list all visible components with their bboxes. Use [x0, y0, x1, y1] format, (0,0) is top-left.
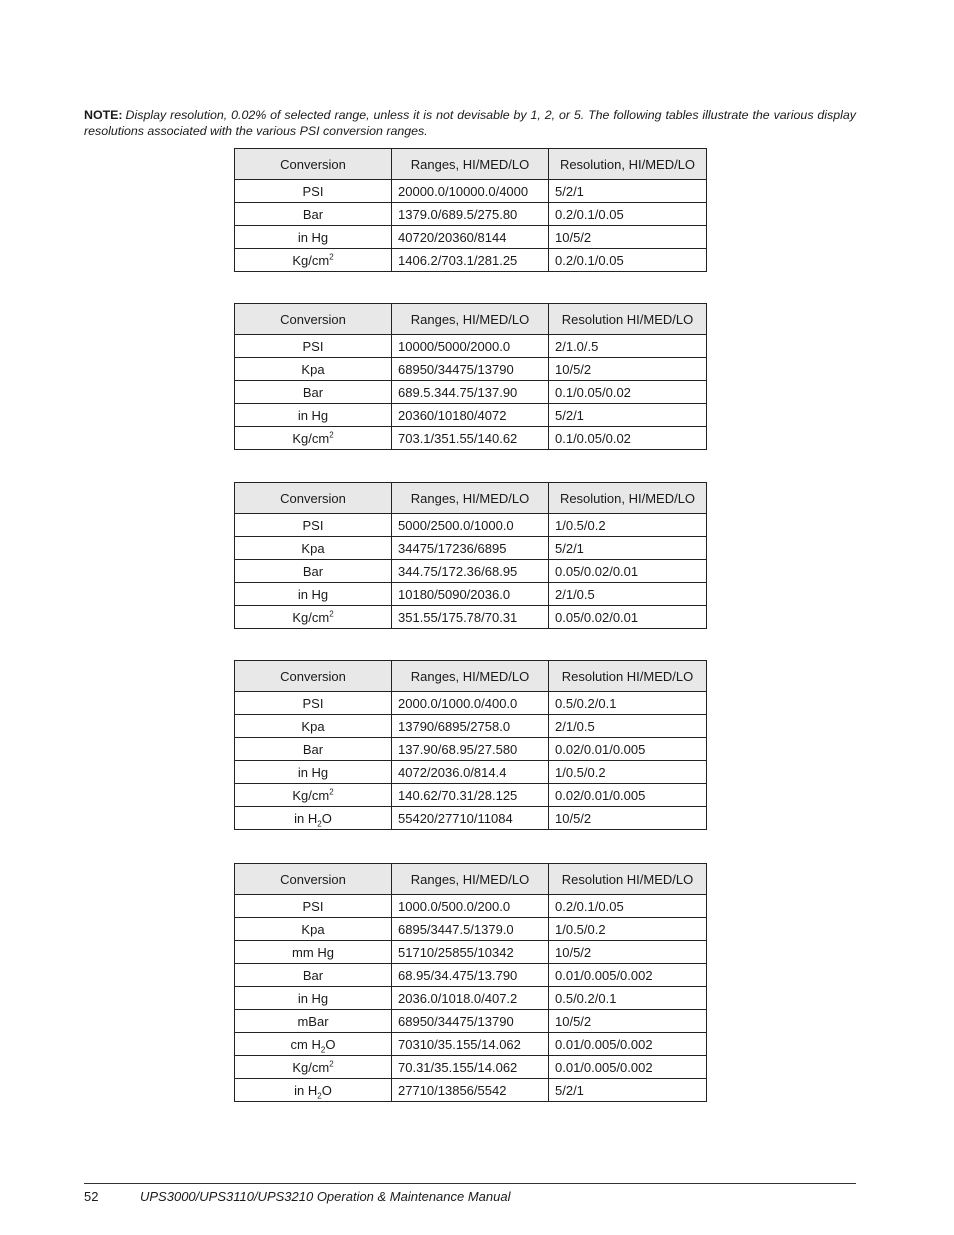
range-cell: 2036.0/1018.0/407.2	[392, 987, 549, 1010]
table-row	[235, 203, 707, 226]
range-cell: 13790/6895/2758.0	[392, 715, 549, 738]
unit-cell: PSI	[235, 335, 392, 358]
resolution-cell: 1/0.5/0.2	[549, 761, 707, 784]
column-header: Resolution, HI/MED/LO	[549, 149, 707, 180]
range-cell: 5000/2500.0/1000.0	[392, 514, 549, 537]
table-row	[235, 1056, 707, 1079]
unit-cell: $Kg/cm^2$	[235, 784, 392, 807]
range-cell: 68950/34475/13790	[392, 1010, 549, 1033]
unit-cell: $Kg/cm^2$	[235, 1056, 392, 1079]
column-header: Conversion	[235, 483, 392, 514]
unit-cell: in Hg	[235, 583, 392, 606]
column-header: Resolution HI/MED/LO	[549, 304, 707, 335]
table-row	[235, 738, 707, 761]
range-cell: 1000.0/500.0/200.0	[392, 895, 549, 918]
table-row	[235, 381, 707, 404]
unit-cell: PSI	[235, 180, 392, 203]
unit-cell: $Kg/cm^2$	[235, 249, 392, 272]
range-cell: 20360/10180/4072	[392, 404, 549, 427]
range-cell: 34475/17236/6895	[392, 537, 549, 560]
unit-cell: Bar	[235, 738, 392, 761]
resolution-cell: 2/1/0.5	[549, 715, 707, 738]
range-cell: 10000/5000/2000.0	[392, 335, 549, 358]
unit-cell: in $H_2O$	[235, 807, 392, 830]
unit-cell: Bar	[235, 560, 392, 583]
column-header: Resolution HI/MED/LO	[549, 661, 707, 692]
unit-cell: Kpa	[235, 358, 392, 381]
table-row	[235, 249, 707, 272]
resolution-cell: 0.01/0.005/0.002	[549, 1033, 707, 1056]
table-header-row	[235, 304, 707, 335]
resolution-cell: 5/2/1	[549, 180, 707, 203]
resolution-cell: 2/1.0/.5	[549, 335, 707, 358]
range-cell: 68.95/34.475/13.790	[392, 964, 549, 987]
table-row	[235, 180, 707, 203]
range-cell: 27710/13856/5542	[392, 1079, 549, 1102]
resolution-cell: 0.01/0.005/0.002	[549, 964, 707, 987]
conversion-table	[234, 660, 707, 830]
table-row	[235, 1010, 707, 1033]
resolution-cell: 10/5/2	[549, 1010, 707, 1033]
range-cell: 140.62/70.31/28.125	[392, 784, 549, 807]
range-cell: 68950/34475/13790	[392, 358, 549, 381]
table-row	[235, 1079, 707, 1102]
range-cell: 20000.0/10000.0/4000	[392, 180, 549, 203]
resolution-cell: 0.02/0.01/0.005	[549, 784, 707, 807]
unit-cell: in Hg	[235, 987, 392, 1010]
resolution-cell: 5/2/1	[549, 1079, 707, 1102]
table-row	[235, 964, 707, 987]
table-row	[235, 918, 707, 941]
column-header: Conversion	[235, 661, 392, 692]
note-label: NOTE:	[84, 108, 123, 122]
unit-cell: cm $H_2O$	[235, 1033, 392, 1056]
range-cell: 51710/25855/10342	[392, 941, 549, 964]
resolution-cell: 10/5/2	[549, 941, 707, 964]
column-header: Ranges, HI/MED/LO	[392, 661, 549, 692]
unit-cell: $Kg/cm^2$	[235, 606, 392, 629]
range-cell: 70.31/35.155/14.062	[392, 1056, 549, 1079]
resolution-cell: 0.5/0.2/0.1	[549, 692, 707, 715]
conversion-table	[234, 482, 707, 629]
table-header-row	[235, 149, 707, 180]
unit-cell: Bar	[235, 964, 392, 987]
table-row	[235, 606, 707, 629]
table-row	[235, 895, 707, 918]
table-row	[235, 335, 707, 358]
table-row	[235, 784, 707, 807]
range-cell: 1379.0/689.5/275.80	[392, 203, 549, 226]
table-row	[235, 1033, 707, 1056]
table-row	[235, 404, 707, 427]
column-header: Conversion	[235, 149, 392, 180]
table-row	[235, 427, 707, 450]
table-row	[235, 358, 707, 381]
table-row	[235, 941, 707, 964]
resolution-cell: 1/0.5/0.2	[549, 918, 707, 941]
table-header-row	[235, 864, 707, 895]
unit-cell: $Kg/cm^2$	[235, 427, 392, 450]
unit-cell: in $H_2O$	[235, 1079, 392, 1102]
resolution-cell: 0.1/0.05/0.02	[549, 427, 707, 450]
resolution-cell: 0.02/0.01/0.005	[549, 738, 707, 761]
resolution-cell: 2/1/0.5	[549, 583, 707, 606]
unit-cell: Kpa	[235, 918, 392, 941]
resolution-cell: 10/5/2	[549, 807, 707, 830]
resolution-cell: 1/0.5/0.2	[549, 514, 707, 537]
resolution-cell: 10/5/2	[549, 226, 707, 249]
resolution-cell: 0.05/0.02/0.01	[549, 560, 707, 583]
table-row	[235, 715, 707, 738]
range-cell: 689.5.344.75/137.90	[392, 381, 549, 404]
column-header: Ranges, HI/MED/LO	[392, 483, 549, 514]
resolution-cell: 5/2/1	[549, 537, 707, 560]
unit-cell: PSI	[235, 895, 392, 918]
range-cell: 55420/27710/11084	[392, 807, 549, 830]
table-row	[235, 226, 707, 249]
column-header: Ranges, HI/MED/LO	[392, 864, 549, 895]
note-text: Display resolution, 0.02% of selected range, unless it is not devisable by 1, 2, or 5. The following tables illustrate the various display resolutions associated with the various PSI conversion ranges.	[84, 108, 856, 138]
unit-cell: PSI	[235, 692, 392, 715]
unit-cell: Bar	[235, 203, 392, 226]
table-row	[235, 692, 707, 715]
unit-cell: mm Hg	[235, 941, 392, 964]
range-cell: 344.75/172.36/68.95	[392, 560, 549, 583]
table-header-row	[235, 661, 707, 692]
table-row	[235, 583, 707, 606]
range-cell: 10180/5090/2036.0	[392, 583, 549, 606]
resolution-cell: 0.05/0.02/0.01	[549, 606, 707, 629]
range-cell: 351.55/175.78/70.31	[392, 606, 549, 629]
range-cell: 6895/3447.5/1379.0	[392, 918, 549, 941]
unit-cell: Bar	[235, 381, 392, 404]
footer-title: UPS3000/UPS3110/UPS3210 Operation & Maintenance Manual	[140, 1189, 511, 1204]
range-cell: 703.1/351.55/140.62	[392, 427, 549, 450]
resolution-cell: 0.2/0.1/0.05	[549, 895, 707, 918]
page-number: 52	[84, 1189, 99, 1204]
range-cell: 137.90/68.95/27.580	[392, 738, 549, 761]
column-header: Ranges, HI/MED/LO	[392, 149, 549, 180]
resolution-cell: 0.5/0.2/0.1	[549, 987, 707, 1010]
resolution-cell: 0.01/0.005/0.002	[549, 1056, 707, 1079]
conversion-table	[234, 303, 707, 450]
unit-cell: in Hg	[235, 226, 392, 249]
range-cell: 40720/20360/8144	[392, 226, 549, 249]
column-header: Resolution, HI/MED/LO	[549, 483, 707, 514]
resolution-cell: 0.2/0.1/0.05	[549, 203, 707, 226]
table-row	[235, 807, 707, 830]
range-cell: 70310/35.155/14.062	[392, 1033, 549, 1056]
unit-cell: mBar	[235, 1010, 392, 1033]
conversion-table	[234, 863, 707, 1102]
resolution-cell: 10/5/2	[549, 358, 707, 381]
column-header: Resolution HI/MED/LO	[549, 864, 707, 895]
column-header: Conversion	[235, 864, 392, 895]
unit-cell: Kpa	[235, 715, 392, 738]
note-paragraph	[84, 107, 856, 139]
resolution-cell: 0.1/0.05/0.02	[549, 381, 707, 404]
table-row	[235, 560, 707, 583]
table-row	[235, 761, 707, 784]
range-cell: 2000.0/1000.0/400.0	[392, 692, 549, 715]
table-row	[235, 537, 707, 560]
unit-cell: Kpa	[235, 537, 392, 560]
table-row	[235, 514, 707, 537]
range-cell: 4072/2036.0/814.4	[392, 761, 549, 784]
table-row	[235, 987, 707, 1010]
unit-cell: in Hg	[235, 761, 392, 784]
column-header: Ranges, HI/MED/LO	[392, 304, 549, 335]
resolution-cell: 0.2/0.1/0.05	[549, 249, 707, 272]
unit-cell: PSI	[235, 514, 392, 537]
conversion-table	[234, 148, 707, 272]
range-cell: 1406.2/703.1/281.25	[392, 249, 549, 272]
column-header: Conversion	[235, 304, 392, 335]
resolution-cell: 5/2/1	[549, 404, 707, 427]
footer-rule	[84, 1183, 856, 1184]
table-header-row	[235, 483, 707, 514]
unit-cell: in Hg	[235, 404, 392, 427]
